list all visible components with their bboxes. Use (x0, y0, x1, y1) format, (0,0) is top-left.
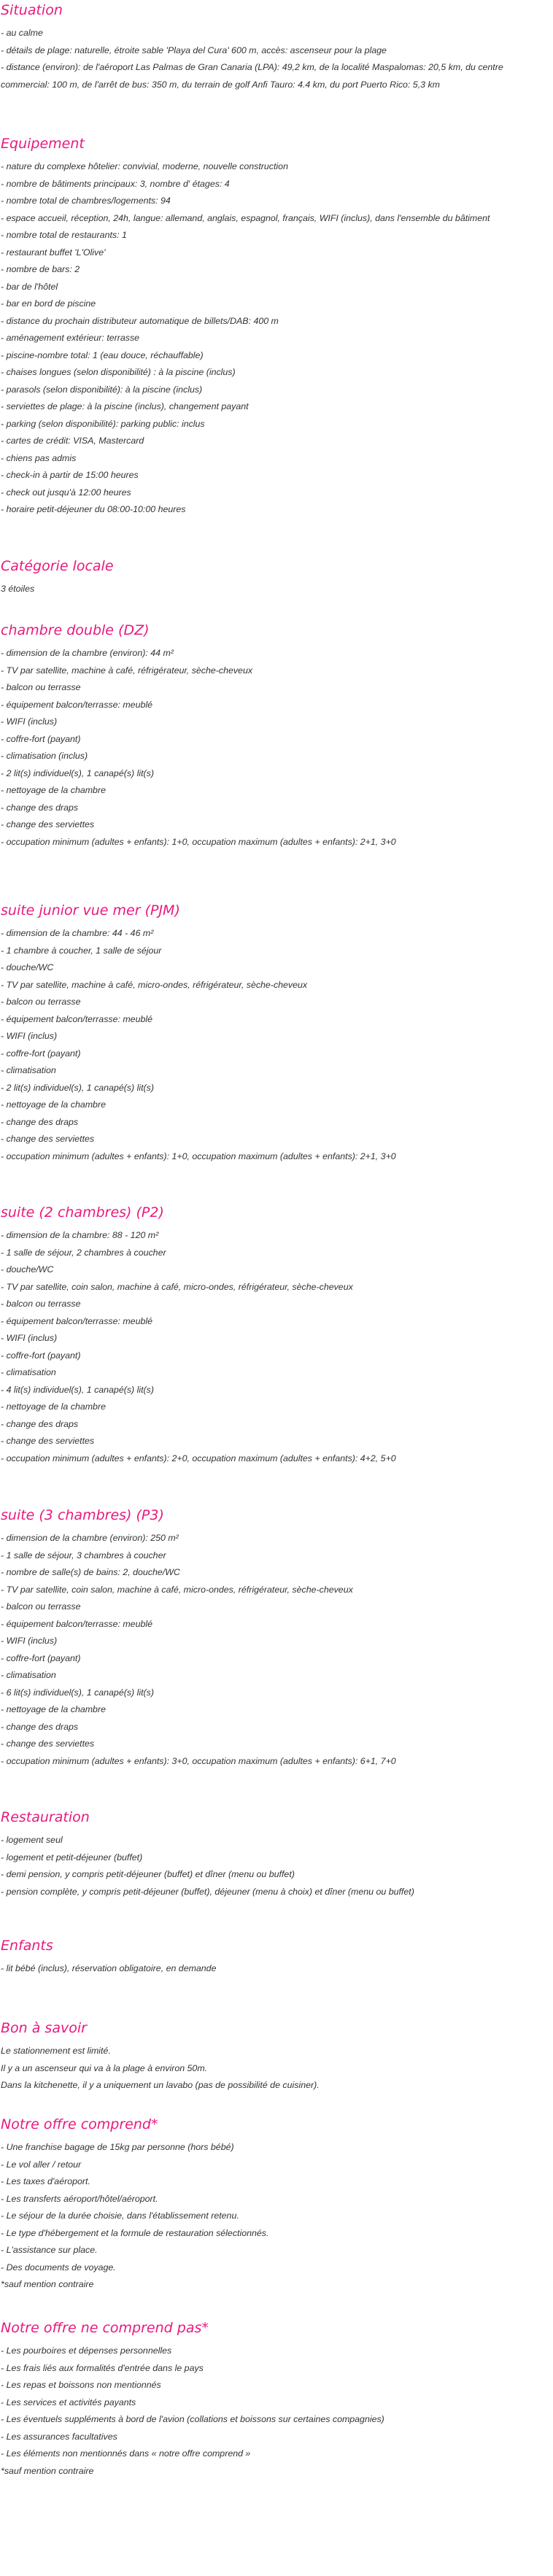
list-item: - nombre de bars: 2 (1, 264, 80, 274)
list-item: - Les repas et boissons non mentionnés (1, 2380, 161, 2390)
list-item: - nombre de salle(s) de bains: 2, douche/WC (1, 1567, 180, 1577)
list-item: - serviettes de plage: à la piscine (inclus), changement payant (1, 401, 249, 411)
list-item: - change des serviettes (1, 1738, 95, 1749)
list-item: - 2 lit(s) individuel(s), 1 canapé(s) lit(s) (1, 1082, 155, 1093)
list-item: *sauf mention contraire (1, 2465, 94, 2476)
section-title: Bon à savoir (1, 2020, 87, 2036)
list-item: - check-in à partir de 15:00 heures (1, 470, 139, 480)
list-item: - 1 salle de séjour, 2 chambres à coucher (1, 1247, 166, 1258)
list-item: - 4 lit(s) individuel(s), 1 canapé(s) lit(s) (1, 1384, 155, 1395)
section-restauration (1, 1807, 548, 1900)
list-item: - dimension de la chambre (environ): 250 m² (1, 1533, 179, 1543)
section-suite-3-chambres (1, 1505, 548, 1770)
section-offre-ne-comprend-pas (1, 2318, 548, 2480)
list-item: - dimension de la chambre: 88 - 120 m² (1, 1230, 159, 1240)
list-item: - climatisation (inclus) (1, 751, 88, 761)
list-item: - distance du prochain distributeur automatique de billets/DAB: 400 m (1, 315, 279, 326)
list-item: - WIFI (inclus) (1, 1031, 58, 1041)
section-title: Enfants (1, 1938, 53, 1954)
list-item: - climatisation (1, 1367, 56, 1377)
list-item: - Les éventuels suppléments à bord de l'avion (collations et boissons sur certaines compagnies) (1, 2414, 384, 2424)
section-title: Situation (1, 2, 63, 18)
list-item: - balcon ou terrasse (1, 997, 81, 1007)
list-item: - chiens pas admis (1, 452, 77, 463)
list-item: - climatisation (1, 1670, 56, 1680)
list-item: - logement et petit-déjeuner (buffet) (1, 1852, 143, 1863)
section-title: suite (2 chambres) (P2) (1, 1204, 164, 1221)
section-title: Equipement (1, 136, 85, 152)
list-item: - TV par satellite, coin salon, machine à café, micro-ondes, réfrigérateur, sèche-cheveux (1, 1584, 353, 1595)
list-item: - douche/WC (1, 962, 54, 972)
list-item: Le stationnement est limité. (1, 2046, 111, 2056)
list-item: - 2 lit(s) individuel(s), 1 canapé(s) lit(s) (1, 767, 155, 778)
list-item: - WIFI (inclus) (1, 716, 58, 727)
section-equipement (1, 134, 548, 519)
list-item: - équipement balcon/terrasse: meublé (1, 1315, 153, 1326)
list-item: - Les éléments non mentionnés dans « notre offre comprend » (1, 2448, 251, 2459)
list-item: - balcon ou terrasse (1, 1601, 81, 1612)
list-item: Dans la kitchenette, il y a uniquement un lavabo (pas de possibilité de cuisiner). (1, 2080, 320, 2090)
list-item: - coffre-fort (payant) (1, 733, 81, 744)
list-item: - douche/WC (1, 1264, 54, 1275)
list-item: - dimension de la chambre: 44 - 46 m² (1, 928, 154, 938)
section-suite-2-chambres (1, 1202, 548, 1467)
list-item: - équipement balcon/terrasse: meublé (1, 699, 153, 710)
list-item: - équipement balcon/terrasse: meublé (1, 1618, 153, 1629)
list-item: - occupation minimum (adultes + enfants): 1+0, occupation maximum (adultes + enfants): 2+1, 3+0 (1, 836, 396, 847)
list-item: - pension complète, y compris petit-déjeuner (buffet), déjeuner (menu à choix) et dîner (menu ou buffet) (1, 1886, 414, 1897)
list-item: - WIFI (inclus) (1, 1636, 58, 1646)
list-item: - bar de l'hôtel (1, 281, 58, 292)
list-item: - aménagement extérieur: terrasse (1, 333, 140, 343)
list-item: - demi pension, y compris petit-déjeuner (buffet) et dîner (menu ou buffet) (1, 1869, 295, 1879)
list-item: - au calme (1, 28, 43, 38)
list-item: - nombre total de restaurants: 1 (1, 230, 127, 240)
section-situation (1, 0, 548, 93)
list-item: - WIFI (inclus) (1, 1333, 58, 1343)
list-item: - change des draps (1, 1116, 79, 1127)
list-item: - parasols (selon disponibilité): à la piscine (inclus) (1, 384, 203, 395)
section-title: Notre offre ne comprend pas* (1, 2320, 209, 2336)
list-item: - nettoyage de la chambre (1, 785, 106, 795)
list-item: - Des documents de voyage. (1, 2262, 116, 2273)
list-item: - change des draps (1, 802, 79, 813)
list-item: - nettoyage de la chambre (1, 1704, 106, 1714)
list-item: - 1 chambre à coucher, 1 salle de séjour (1, 945, 162, 956)
list-item: - nettoyage de la chambre (1, 1099, 106, 1110)
section-chambre-double (1, 620, 548, 851)
list-item: - change des serviettes (1, 819, 95, 829)
list-item: - Les assurances facultatives (1, 2431, 117, 2442)
section-title: Notre offre comprend* (1, 2116, 158, 2132)
list-item: - coffre-fort (payant) (1, 1350, 81, 1361)
list-item: - lit bébé (inclus), réservation obligatoire, en demande (1, 1963, 217, 1973)
section-enfants (1, 1935, 548, 1978)
section-title: suite junior vue mer (PJM) (1, 902, 180, 918)
list-item: - nature du complexe hôtelier: convivial, moderne, nouvelle construction (1, 161, 288, 171)
section-bon-a-savoir (1, 2018, 548, 2095)
list-item: - Les pourboires et dépenses personnelles (1, 2345, 172, 2356)
list-item: - chaises longues (selon disponibilité) : à la piscine (inclus) (1, 367, 236, 377)
list-item: - balcon ou terrasse (1, 682, 81, 692)
section-title: suite (3 chambres) (P3) (1, 1507, 164, 1523)
list-item: - Les frais liés aux formalités d'entrée dans le pays (1, 2362, 204, 2373)
list-item: - change des serviettes (1, 1436, 95, 1446)
list-item: - check out jusqu'à 12:00 heures (1, 487, 131, 498)
section-categorie (1, 556, 548, 598)
list-item: - change des draps (1, 1721, 79, 1732)
list-item: *sauf mention contraire (1, 2279, 94, 2289)
list-item: - 1 salle de séjour, 3 chambres à coucher (1, 1550, 166, 1560)
section-offre-comprend (1, 2114, 548, 2294)
list-item: - logement seul (1, 1835, 63, 1845)
list-item: 3 étoiles (1, 584, 35, 594)
section-title: Catégorie locale (1, 558, 114, 574)
list-item: - coffre-fort (payant) (1, 1652, 81, 1663)
list-item: - change des serviettes (1, 1134, 95, 1144)
list-item: - TV par satellite, coin salon, machine à café, micro-ondes, réfrigérateur, sèche-cheveux (1, 1281, 353, 1292)
list-item: - change des draps (1, 1418, 79, 1429)
list-item: - Le type d'hébergement et la formule de restauration sélectionnés. (1, 2227, 269, 2238)
section-suite-junior (1, 900, 548, 1165)
list-item: - Une franchise bagage de 15kg par personne (hors bébé) (1, 2142, 234, 2152)
list-item: - dimension de la chambre (environ): 44 m² (1, 648, 174, 658)
list-item: Il y a un ascenseur qui va à la plage à environ 50m. (1, 2062, 208, 2073)
section-title: chambre double (DZ) (1, 622, 150, 638)
list-item: - espace accueil, réception, 24h, langue: allemand, anglais, espagnol, français, WIFI (inclus), dans l'ensemble du bâtiment (1, 212, 490, 223)
list-item: - horaire petit-déjeuner du 08:00-10:00 heures (1, 504, 186, 514)
list-item: - climatisation (1, 1065, 56, 1075)
list-item: - nettoyage de la chambre (1, 1401, 106, 1412)
list-item: - équipement balcon/terrasse: meublé (1, 1013, 153, 1024)
list-item: - balcon ou terrasse (1, 1299, 81, 1309)
list-item: - Le séjour de la durée choisie, dans l'établissement retenu. (1, 2211, 239, 2221)
list-item: - distance (environ): de l'aéroport Las Palmas de Gran Canaria (LPA): 49,2 km, de la localité Maspalomas: 20,5 km, du centre commercial: 100 m, de l'arrêt de bus: 350 m, du terrain de golf Anfi Tauro: 4.4 km, du port Puerto Rico: 5,3 km (1, 62, 506, 90)
list-item: - occupation minimum (adultes + enfants): 2+0, occupation maximum (adultes + enfants): 4+2, 5+0 (1, 1453, 396, 1463)
list-item: - L'assistance sur place. (1, 2245, 98, 2255)
section-title: Restauration (1, 1809, 90, 1825)
list-item: - Le vol aller / retour (1, 2159, 82, 2170)
list-item: - 6 lit(s) individuel(s), 1 canapé(s) lit(s) (1, 1687, 155, 1698)
list-item: - parking (selon disponibilité): parking public: inclus (1, 418, 205, 429)
list-item: - piscine-nombre total: 1 (eau douce, réchauffable) (1, 349, 204, 360)
list-item: - nombre de bâtiments principaux: 3, nombre d' étages: 4 (1, 178, 230, 189)
list-item: - Les taxes d'aéroport. (1, 2176, 90, 2186)
list-item: - Les services et activités payants (1, 2397, 136, 2407)
list-item: - TV par satellite, machine à café, micro-ondes, réfrigérateur, sèche-cheveux (1, 979, 308, 990)
list-item: - nombre total de chambres/logements: 94 (1, 196, 171, 206)
list-item: - TV par satellite, machine à café, réfrigérateur, sèche-cheveux (1, 665, 253, 676)
list-item: - occupation minimum (adultes + enfants): 3+0, occupation maximum (adultes + enfants): 6+1, 7+0 (1, 1755, 396, 1766)
list-item: - bar en bord de piscine (1, 298, 96, 309)
list-item: - restaurant buffet 'L'Olive' (1, 247, 106, 258)
list-item: - cartes de crédit: VISA, Mastercard (1, 436, 144, 446)
list-item: - détails de plage: naturelle, étroite sable 'Playa del Cura' 600 m, accès: ascenseur pour la plage (1, 45, 387, 55)
list-item: - Les transferts aéroport/hôtel/aéroport. (1, 2193, 158, 2204)
list-item: - coffre-fort (payant) (1, 1048, 81, 1059)
list-item: - occupation minimum (adultes + enfants): 1+0, occupation maximum (adultes + enfants): 2+1, 3+0 (1, 1150, 396, 1161)
